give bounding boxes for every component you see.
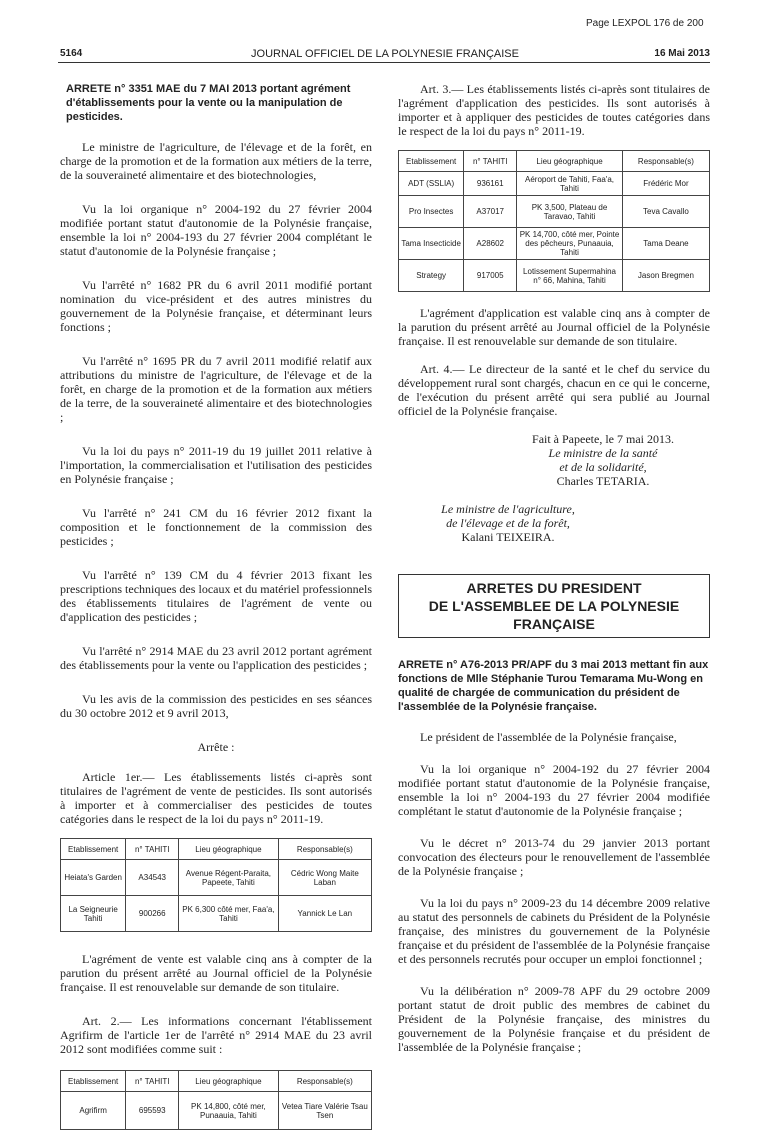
section-heading-box [398,574,710,638]
considerant-b: Vu le décret n° 2013-74 du 29 janvier 2013 portant convocation des électeurs pour le renouvellement de l'assemblée de la Polynésie française ; [398,836,710,878]
col-tahiti: n° TAHITI [126,839,179,860]
table-row [61,1092,372,1130]
signature-place-date: Fait à Papeete, le 7 mai 2013. [532,432,674,446]
table-agrifirm [60,1070,372,1130]
table-application-approval [398,150,710,292]
page-number: 5164 [60,48,83,59]
considerant-5: Vu l'arrêté n° 241 CM du 16 février 2012 fixant la composition et le fonctionnement de la commission des pesticides ; [60,506,372,548]
cell: A28602 [464,228,517,260]
issue-date: 16 Mai 2013 [654,48,710,59]
signature-name: Charles TETARIA. [556,474,650,488]
cell: La Seigneurie Tahiti [61,896,126,932]
table-row [61,896,372,932]
article-3: Art. 3.— Les établissements listés ci-après sont titulaires de l'agrément d'application des pesticides. Ils sont autorisés à importer et à appliquer des pesticides de toutes catégories dans le respect de la loi du pays n° 2011-19. [398,82,710,138]
col-etablissement: Etablissement [399,151,464,172]
table-header-row [61,839,372,860]
col-lieu: Lieu géographique [517,151,623,172]
article-2: Art. 2.— Les informations concernant l'établissement Agrifirm de l'article 1er de l'arrêté n° 2914 MAE du 23 avril 2012 sont modifiées comme suit : [60,1014,372,1056]
cell: Lotissement Supermahina n° 66, Mahina, Tahiti [517,260,623,292]
considerant-c: Vu la loi du pays n° 2009-23 du 14 décembre 2009 relative au statut des personnels de cabinets du Président de la Polynésie française, des ministres du gouvernement de la Polynésie française et du président de l'assemblée de la Polynésie française et des personnels recrutés pour occuper un emploi fonctionnel ; [398,896,710,966]
considerant-d: Vu la délibération n° 2009-78 APF du 29 octobre 2009 portant statut de droit public des membres de cabinet du Président de la Polynésie française, des ministres du gouvernement de la Polynésie française et du président de l'assemblée de la Polynésie française ; [398,984,710,1054]
cell: Teva Cavallo [622,196,709,228]
cell: A37017 [464,196,517,228]
article-4: Art. 4.— Le directeur de la santé et le chef du service du développement rural sont chargés, chacun en ce qui le concerne, de l'exécution du présent arrêté qui sera publié au Journal officiel de la Polynésie française. [398,362,710,418]
col-responsable: Responsable(s) [622,151,709,172]
cell: Tama Insecticide [399,228,464,260]
sale-validity: L'agrément de vente est valable cinq ans à compter de la parution du présent arrêté au Journal officiel de la Polynésie française. Il est renouvelable sur demande de son titulaire. [60,952,372,994]
table-row [399,196,710,228]
table-header-row [61,1071,372,1092]
decree-title: ARRETE n° 3351 MAE du 7 MAI 2013 portant agrément d'établissements pour la vente ou la manipulation de pesticides. [66,83,351,123]
cell: Yannick Le Lan [278,896,371,932]
col-lieu: Lieu géographique [179,839,279,860]
col-lieu: Lieu géographique [179,1071,279,1092]
signature-role: de l'élevage et de la forêt, [446,516,570,530]
cell: PK 3,500, Plateau de Taravao, Tahiti [517,196,623,228]
considerant-8: Vu les avis de la commission des pesticides en ses séances du 30 octobre 2012 et 9 avril 2013, [60,692,372,720]
cell: 900266 [126,896,179,932]
cell: PK 6,300 côté mer, Faa'a, Tahiti [179,896,279,932]
col-tahiti: n° TAHITI [464,151,517,172]
considerant-1: Vu la loi organique n° 2004-192 du 27 février 2004 modifiée portant statut d'autonomie de la Polynésie française, ensemble la loi n° 2004-193 du 27 février 2004 complétant le statut d'autonomie de la Polynésie française ; [60,202,372,258]
table-row [399,228,710,260]
col-responsable: Responsable(s) [278,1071,371,1092]
article-1: Article 1er.— Les établissements listés ci-après sont titulaires de l'agrément de vente de pesticides. Ils sont autorisés à importer et à commercialiser des pesticides de toutes catégories dans le respect de la loi du pays n° 2011-19. [60,770,372,826]
signature-role: Le ministre de la santé [548,446,658,460]
cell: Vetea Tiare Valérie Tsau Tsen [278,1092,371,1130]
col-responsable: Responsable(s) [278,839,371,860]
section-title-line: DE L'ASSEMBLEE DE LA POLYNESIE FRANÇAISE [428,598,680,632]
table-sale-approval [60,838,372,932]
cell: 936161 [464,172,517,196]
cell: Tama Deane [622,228,709,260]
cell: Agrifirm [61,1092,126,1130]
cell: Heiata's Garden [61,860,126,896]
cell: Jason Bregmen [622,260,709,292]
cell: Pro Insectes [399,196,464,228]
considerant-2: Vu l'arrêté n° 1682 PR du 6 avril 2011 modifié portant nomination du vice-président et des autres ministres du gouvernement de la Polynésie française, et déterminant leurs fonctions ; [60,278,372,334]
application-validity: L'agrément d'application est valable cinq ans à compter de la parution du présent arrêté au Journal officiel de la Polynésie française. Il est renouvelable sur demande de son titulaire. [398,306,710,348]
left-column [60,82,372,1130]
section-title-line: ARRETES DU PRESIDENT [466,580,642,596]
considerant-3: Vu l'arrêté n° 1695 PR du 7 avril 2011 modifié relatif aux attributions du ministre de l'agriculture, de l'élevage et de la forêt, en charge de la promotion et de la formation aux métiers de la terre, de la souveraineté alimentaire et des biotechnologies ; [60,354,372,424]
president-preamble: Le président de l'assemblée de la Polynésie française, [420,730,677,744]
signature-name: Kalani TEIXEIRA. [461,530,555,544]
col-etablissement: Etablissement [61,1071,126,1092]
lexpol-page-ref: Page LEXPOL 176 de 200 [586,18,704,29]
considerant-a: Vu la loi organique n° 2004-192 du 27 février 2004 modifiée portant statut d'autonomie de la Polynésie française, ensemble la loi n° 2004-193 du 27 février 2004 modifiée complétant le statut d'autonomie de la Polynésie française ; [398,762,710,818]
cell: Avenue Régent-Paraita, Papeete, Tahiti [179,860,279,896]
table-row [399,260,710,292]
col-tahiti: n° TAHITI [126,1071,179,1092]
cell: Aéroport de Tahiti, Faa'a, Tahiti [517,172,623,196]
cell: A34543 [126,860,179,896]
journal-title: JOURNAL OFFICIEL DE LA POLYNESIE FRANÇAISE [251,48,519,60]
signature-role: Le ministre de l'agriculture, [441,502,575,516]
cell: ADT (SSLIA) [399,172,464,196]
cell: PK 14,800, côté mer, Punaauia, Tahiti [179,1092,279,1130]
cell: Strategy [399,260,464,292]
decree-title-2: ARRETE n° A76-2013 PR/APF du 3 mai 2013 mettant fin aux fonctions de Mlle Stéphanie Turou Temarama Mu-Wong en qualité de chargée de communication du président de l'assemblée de la Polynésie française. [398,659,709,713]
cell: 695593 [126,1092,179,1130]
minister-preamble: Le ministre de l'agriculture, de l'élevage et de la forêt, en charge de la promotion et de la formation aux métiers de la terre, de la souveraineté alimentaire et des biotechnologies, [60,140,372,182]
cell: PK 14,700, côté mer, Pointe des pêcheurs, Punaauia, Tahiti [517,228,623,260]
considerant-7: Vu l'arrêté n° 2914 MAE du 23 avril 2012 portant agrément des établissements pour la vente ou l'application des pesticides ; [60,644,372,672]
header-rule [58,62,710,63]
considerant-4: Vu la loi du pays n° 2011-19 du 19 juillet 2011 relative à l'importation, la commercialisation et l'utilisation des pesticides en Polynésie française ; [60,444,372,486]
right-column [398,82,710,1054]
col-etablissement: Etablissement [61,839,126,860]
table-header-row [399,151,710,172]
cell: Cédric Wong Maite Laban [278,860,371,896]
signature-health [528,432,678,488]
considerant-6: Vu l'arrêté n° 139 CM du 4 février 2013 fixant les prescriptions techniques des locaux et du matériel professionnels des établissements titulaires de l'agrément de vente ou d'application des pesticides ; [60,568,372,624]
signature-agriculture [428,502,588,544]
cell: Frédéric Mor [622,172,709,196]
cell: 917005 [464,260,517,292]
arrete-heading: Arrête : [197,740,235,754]
signature-role: et de la solidarité, [559,460,647,474]
table-row [399,172,710,196]
table-row [61,860,372,896]
